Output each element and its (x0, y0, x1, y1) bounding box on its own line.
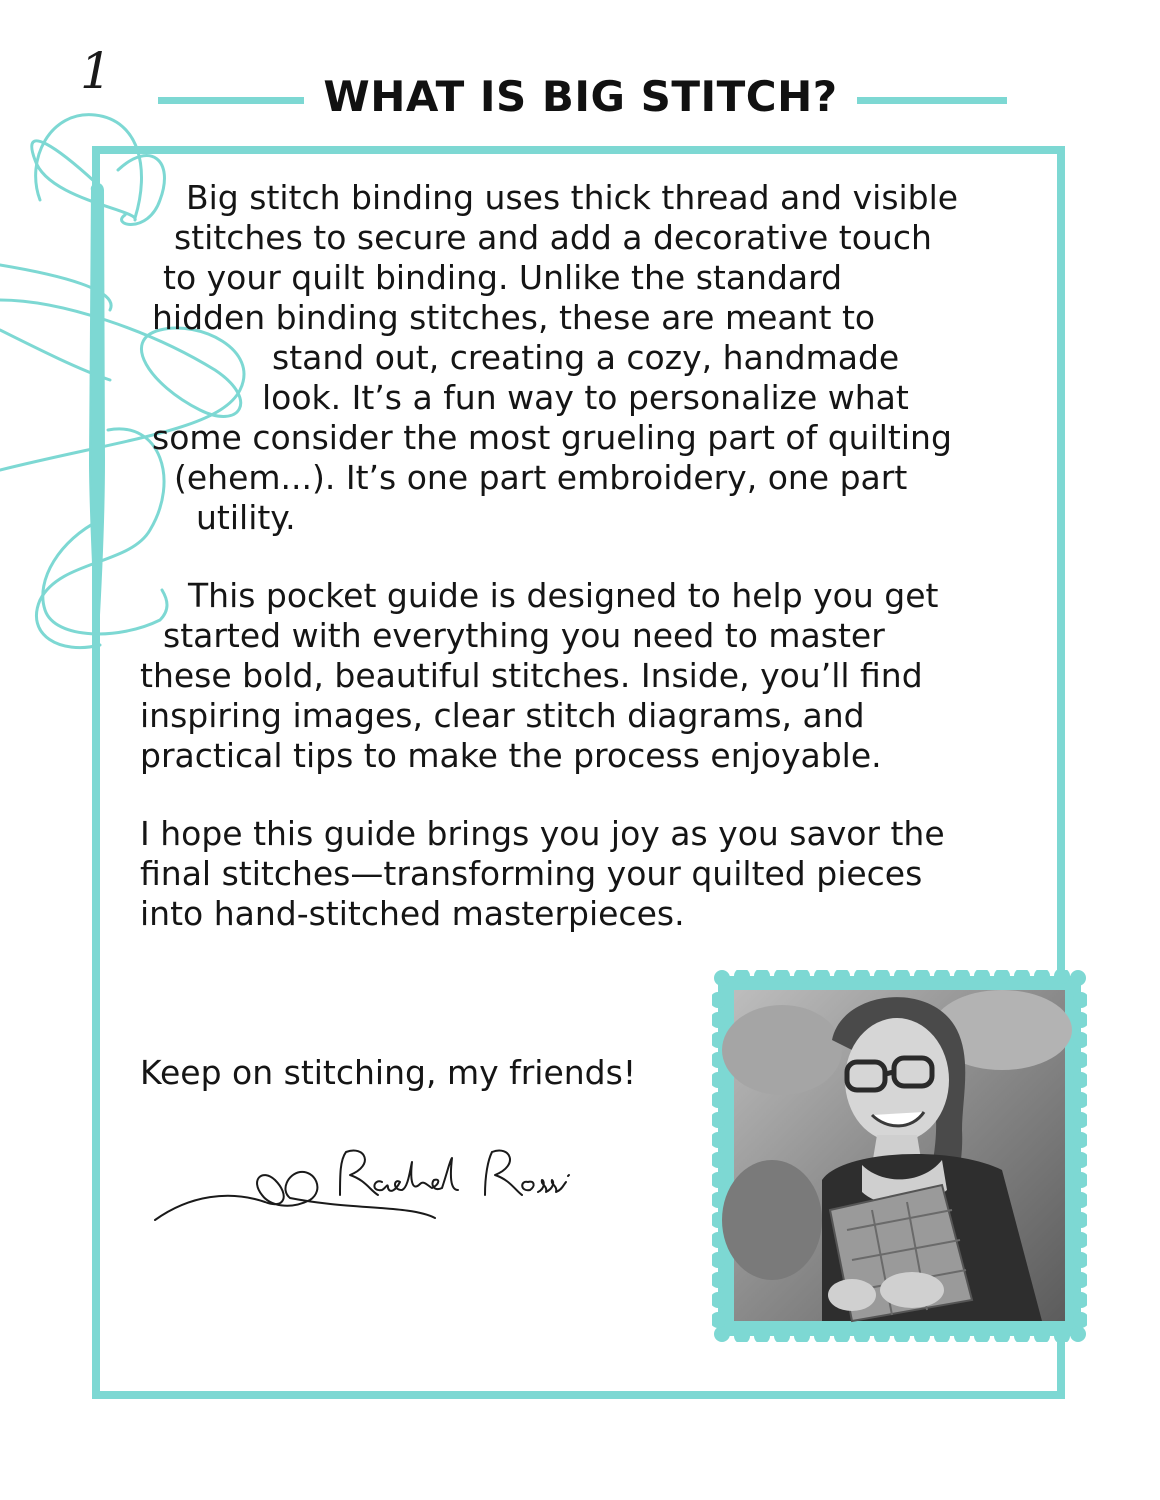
paragraph-1-line: utility. (196, 498, 296, 537)
paragraph-1-line: hidden binding stitches, these are meant to (152, 298, 876, 337)
paragraph-3-line: into hand-stitched masterpieces. (140, 894, 685, 933)
closing-line: Keep on stitching, my friends! (140, 1053, 637, 1092)
author-portrait-photo (712, 970, 1087, 1342)
paragraph-1-line: (ehem...). It’s one part embroidery, one part (174, 458, 908, 497)
paragraph-1-line: some consider the most grueling part of quilting (152, 418, 952, 457)
title-rule-right (857, 97, 1007, 104)
paragraph-1-line: look. It’s a fun way to personalize what (262, 378, 909, 417)
signature-image (150, 1140, 600, 1240)
paragraph-3-line: final stitches—transforming your quilted pieces (140, 854, 923, 893)
paragraph-3-line: I hope this guide brings you joy as you savor the (140, 814, 945, 853)
paragraph-2-line: This pocket guide is designed to help you get (188, 576, 939, 615)
paragraph-1-line: stitches to secure and add a decorative touch (174, 218, 932, 257)
paragraph-1-line: to your quilt binding. Unlike the standard (163, 258, 843, 297)
paragraph-2-line: started with everything you need to master (163, 616, 885, 655)
paragraph-1-line: Big stitch binding uses thick thread and visible (186, 178, 959, 217)
paragraph-2-line: inspiring images, clear stitch diagrams, and (140, 696, 865, 735)
page-number: 1 (80, 42, 112, 100)
title-rule-left (158, 97, 304, 104)
paragraph-2-line: these bold, beautiful stitches. Inside, you’ll find (140, 656, 923, 695)
paragraph-1-line: stand out, creating a cozy, handmade (272, 338, 900, 377)
page-title: WHAT IS BIG STITCH? (323, 72, 838, 121)
paragraph-2-line: practical tips to make the process enjoyable. (140, 736, 882, 775)
